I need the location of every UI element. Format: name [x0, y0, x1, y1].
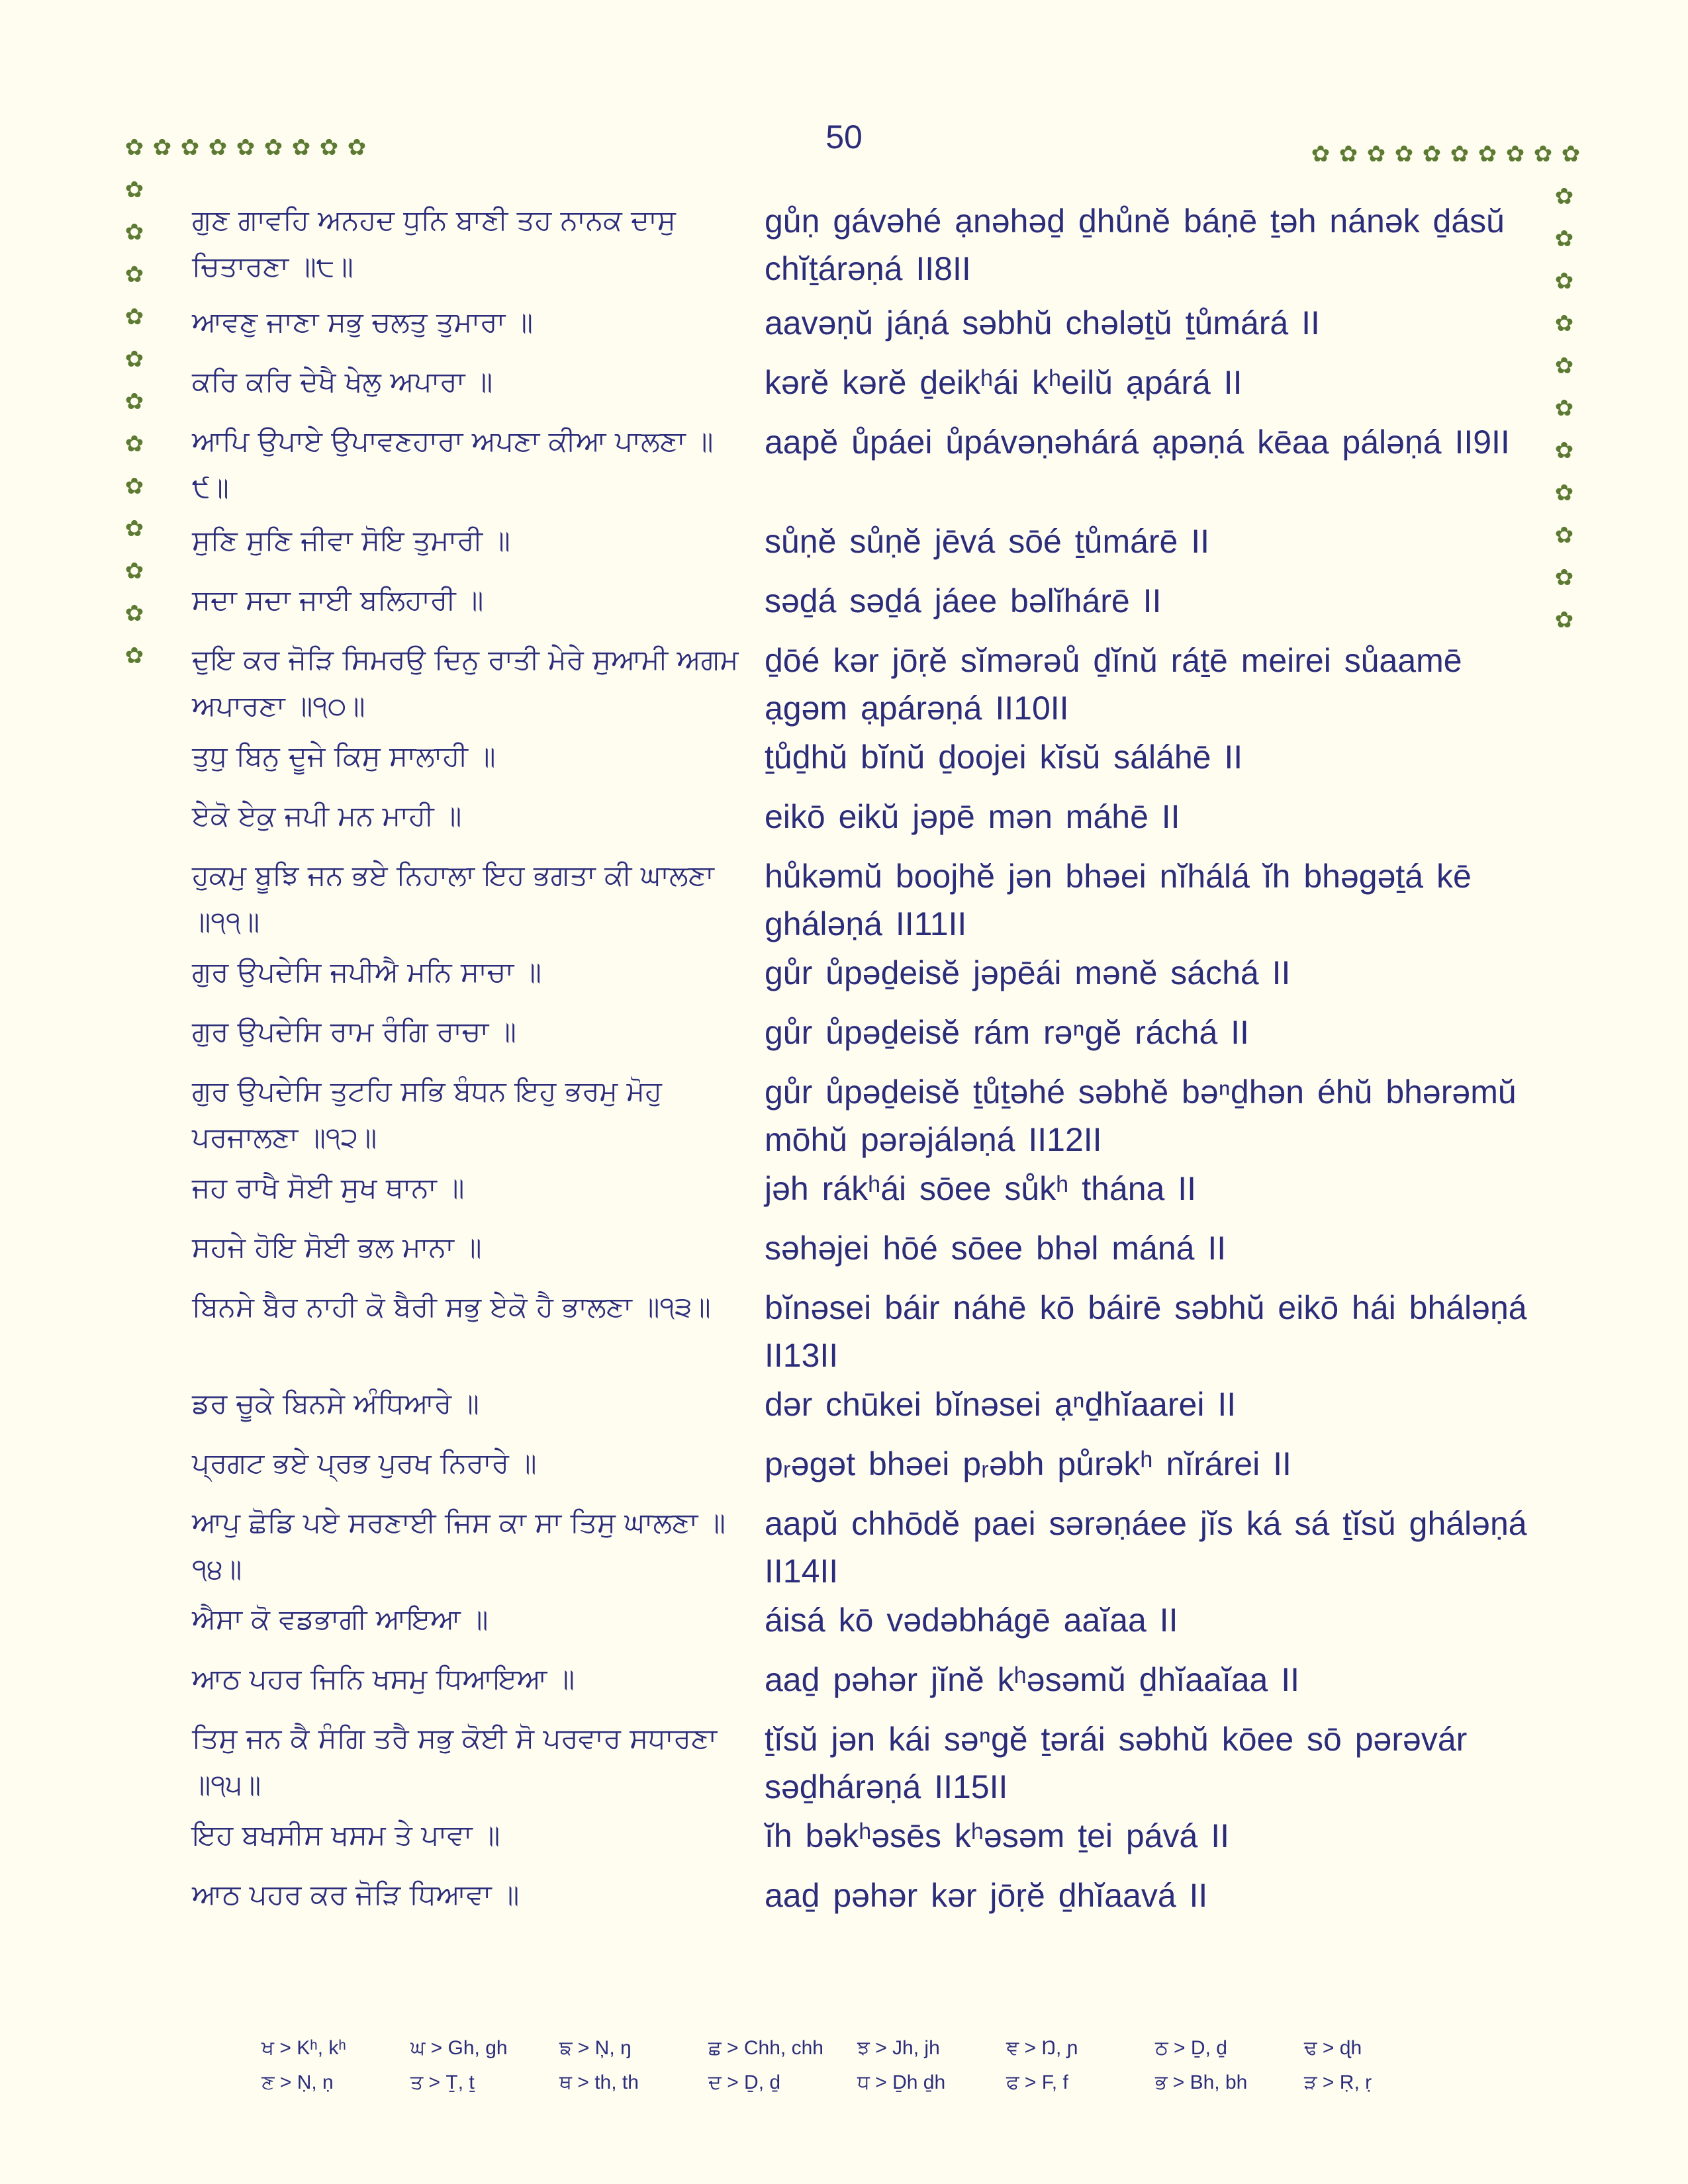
- transliteration-line: aavəṇŭ jáṇá səbhŭ chələṯŭ ṯůmárá II: [765, 304, 1320, 341]
- gurmukhi-line: ਜਹ ਰਾਖੈ ਸੋਈ ਸੁਖ ਥਾਨਾ ॥: [192, 1171, 465, 1204]
- legend-row: [261, 2071, 1453, 2106]
- legend-item: ਤ > Ṯ, ṯ: [410, 2071, 475, 2093]
- gurmukhi-line: ਤਿਸੁ ਜਨ ਕੈ ਸੰਗਿ ਤਰੈ ਸਭੁ ਕੋਈ ਸੋ ਪਰਵਾਰ ਸਧਾਰਣਾ ॥੧੫॥: [192, 1722, 718, 1801]
- transliteration-line: gůr ůpəḏeisĕ rám rəⁿgĕ ráchá II: [765, 1014, 1249, 1051]
- transliteration-line: ĭh bəkʰəsēs kʰəsəm ṯei pává II: [765, 1817, 1229, 1854]
- flower-ornament-icon: ✿: [347, 134, 367, 161]
- transliteration-line: səhəjei hōé sōee bhəl máná II: [765, 1230, 1227, 1267]
- legend-item: ਛ > Chh, chh: [708, 2037, 823, 2059]
- flower-ornament-icon: ✿: [1554, 268, 1574, 295]
- legend-item: ਢ > ɖh: [1304, 2037, 1362, 2059]
- gurmukhi-line: ਗੁਰ ਉਪਦੇਸਿ ਤੁਟਹਿ ਸਭਿ ਬੰਧਨ ਇਹੁ ਭਰਮੁ ਮੋਹੁ ਪਰਜਾਲਣਾ ॥੧੨॥: [192, 1075, 662, 1154]
- flower-ornament-icon: ✿: [152, 134, 172, 161]
- gurmukhi-line: ਆਪਿ ਉਪਾਏ ਉਪਾਵਣਹਾਰਾ ਅਪਣਾ ਕੀਆ ਪਾਲਣਾ ॥੯॥: [192, 425, 714, 504]
- flower-ornament-icon: ✿: [1477, 141, 1497, 167]
- gurmukhi-line: ਗੁਰ ਉਪਦੇਸਿ ਜਪੀਐ ਮਨਿ ਸਾਚਾ ॥: [192, 956, 541, 988]
- transliteration-line: aapĕ ůpáei ůpávəṇəhárá ạpəṇá kēaa páləṇá II9II: [765, 424, 1510, 461]
- transliteration-line: jəh rákʰái sōee sůkʰ thánа II: [765, 1170, 1197, 1207]
- flower-ornament-icon: ✿: [124, 600, 144, 627]
- flower-ornament-icon: ✿: [319, 134, 339, 161]
- flower-ornament-icon: ✿: [124, 388, 144, 415]
- gurmukhi-line: ਇਹ ਬਖਸੀਸ ਖਸਮ ਤੇ ਪਾਵਾ ॥: [192, 1819, 500, 1851]
- legend-item: ਣ > Ṇ, ṇ: [261, 2071, 334, 2093]
- transliteration-line: dər chūkei bĭnəsei ạⁿḏhĭaarei II: [765, 1386, 1237, 1423]
- legend-item: ਖ > Kʰ, kʰ: [261, 2037, 346, 2059]
- legend-item: ਥ > th, th: [559, 2071, 639, 2093]
- flower-ornament-icon: ✿: [1554, 607, 1574, 633]
- legend-item: ਘ > Gh, gh: [410, 2037, 508, 2059]
- transliteration-line: ṯůḏhŭ bĭnŭ ḏoojei kĭsŭ sáláhē II: [765, 739, 1243, 776]
- transliteration-line: səḏá səḏá jáee bəlĭhárē II: [765, 582, 1162, 619]
- gurmukhi-line: ਗੁਰ ਉਪਦੇਸਿ ਰਾਮ ਰੰਗਿ ਰਾਚਾ ॥: [192, 1015, 516, 1048]
- flower-ornament-icon: ✿: [1554, 480, 1574, 506]
- transliteration-line: hůkəmŭ boojhĕ jən bhəei nĭhálá ĭh bhəgəṯá kē ghálәṇá II11II: [765, 858, 1472, 942]
- gurmukhi-line: ਸਦਾ ਸਦਾ ਜਾਈ ਬਲਿਹਾਰੀ ॥: [192, 584, 484, 616]
- flower-ornament-icon: ✿: [1554, 353, 1574, 379]
- transliteration-line: aapŭ chhōdĕ paei sərəṇáee jĭs ká sá ṯĭsŭ gháləṇá II14II: [765, 1505, 1527, 1590]
- legend-item: ੜ > Ṛ, ṛ: [1304, 2071, 1372, 2093]
- gurmukhi-line: ਬਿਨਸੇ ਬੈਰ ਨਾਹੀ ਕੋ ਬੈਰੀ ਸਭੁ ਏਕੋ ਹੈ ਭਾਲਣਾ ॥੧੩॥: [192, 1291, 711, 1323]
- gurmukhi-line: ਆਪੁ ਛੋਡਿ ਪਏ ਸਰਣਾਈ ਜਿਸ ਕਾ ਸਾ ਤਿਸੁ ਘਾਲਣਾ ॥੧੪॥: [192, 1506, 726, 1585]
- gurmukhi-line: ਡਰ ਚੂਕੇ ਬਿਨਸੇ ਅੰਧਿਆਰੇ ॥: [192, 1387, 479, 1420]
- legend-item: ਦ > Ḏ, ḏ: [708, 2071, 781, 2093]
- gurmukhi-line: ਸਹਜੇ ਹੋਇ ਸੋਈ ਭਲ ਮਾਨਾ ॥: [192, 1231, 482, 1263]
- flower-ornament-icon: ✿: [1554, 437, 1574, 464]
- gurmukhi-line: ਤੁਧੁ ਬਿਨੁ ਦੂਜੇ ਕਿਸੁ ਸਾਲਾਹੀ ॥: [192, 740, 496, 772]
- gurmukhi-line: ਹੁਕਮੁ ਬੂਝਿ ਜਨ ਭਏ ਨਿਹਾਲਾ ਇਹ ਭਗਤਾ ਕੀ ਘਾਲਣਾ ॥੧੧॥: [192, 859, 714, 938]
- flower-ornament-icon: ✿: [124, 134, 144, 161]
- transliteration-line: eikō eikŭ jəpē mən máhē II: [765, 798, 1180, 835]
- flower-ornament-icon: ✿: [1505, 141, 1525, 167]
- gurmukhi-line: ਆਠ ਪਹਰ ਜਿਨਿ ਖਸਮੁ ਧਿਆਇਆ ॥: [192, 1662, 575, 1695]
- flower-ornament-icon: ✿: [1554, 565, 1574, 591]
- flower-ornament-icon: ✿: [1554, 395, 1574, 422]
- flower-ornament-icon: ✿: [124, 643, 144, 669]
- transliteration-line: gůr ůpəḏeisĕ jəpēái mənĕ sáchá II: [765, 954, 1291, 991]
- flower-ornament-icon: ✿: [1311, 141, 1331, 167]
- flower-ornament-icon: ✿: [1338, 141, 1358, 167]
- flower-ornament-icon: ✿: [124, 346, 144, 373]
- legend-item: ਫ > F, f: [1006, 2071, 1068, 2093]
- transliteration-line: kərĕ kərĕ ḏeikʰái kʰeilŭ ạpárá II: [765, 364, 1243, 401]
- flower-ornament-icon: ✿: [124, 177, 144, 203]
- flower-ornament-icon: ✿: [124, 516, 144, 542]
- flower-ornament-icon: ✿: [208, 134, 228, 161]
- flower-ornament-icon: ✿: [1422, 141, 1442, 167]
- flower-ornament-icon: ✿: [1450, 141, 1470, 167]
- transliteration-line: aaḏ pəhər kər jōṛĕ ḏhĭaavá II: [765, 1877, 1208, 1914]
- gurmukhi-line: ਕਰਿ ਕਰਿ ਦੇਖੈ ਖੇਲੁ ਅਪਾਰਾ ॥: [192, 365, 493, 398]
- flower-ornament-icon: ✿: [236, 134, 256, 161]
- transliteration-legend: [261, 2037, 1453, 2106]
- legend-item: ਝ > Jh, jh: [857, 2037, 940, 2059]
- transliteration-line: gůr ůpəḏeisĕ ṯůṯəhé səbhĕ bəⁿḏhən éhŭ bhərəmŭ mōhŭ pərəjáləṇá II12II: [765, 1073, 1517, 1158]
- flower-ornament-icon: ✿: [180, 134, 200, 161]
- flower-ornament-icon: ✿: [124, 431, 144, 457]
- flower-ornament-icon: ✿: [1533, 141, 1553, 167]
- transliteration-line: ṯĭsŭ jən kái səⁿgĕ ṯərái səbhŭ kōee sō pərəvár səḏhárəṇá II15II: [765, 1721, 1468, 1805]
- flower-ornament-icon: ✿: [124, 304, 144, 330]
- legend-row: [261, 2037, 1453, 2071]
- transliteration-line: gůṇ gávəhé ạnəhəḏ ḏhůnĕ báṇē ṯəh nánək ḏásŭ chĭṯárəṇá II8II: [765, 203, 1505, 287]
- page-number: 50: [825, 118, 863, 156]
- gurmukhi-line: ਆਵਣੁ ਜਾਣਾ ਸਭੁ ਚਲਤੁ ਤੁਮਾਰਾ ॥: [192, 306, 534, 338]
- flower-ornament-icon: ✿: [1554, 522, 1574, 549]
- gurmukhi-line: ਪ੍ਰਗਟ ਭਏ ਪ੍ਰਭ ਪੁਰਖ ਨਿਰਾਰੇ ॥: [192, 1447, 537, 1479]
- transliteration-line: pᵣəgət bhəei pᵣəbh půrəkʰ nĭrárei II: [765, 1445, 1291, 1482]
- legend-item: ਭ > Bh, bh: [1155, 2071, 1248, 2093]
- transliteration-line: áisá kō vədəbhágē aaĭaa II: [765, 1602, 1178, 1639]
- flower-ornament-icon: ✿: [124, 219, 144, 246]
- flower-ornament-icon: ✿: [124, 473, 144, 500]
- flower-ornament-icon: ✿: [1394, 141, 1414, 167]
- flower-ornament-icon: ✿: [1554, 183, 1574, 210]
- legend-item: ਞ > Ŋ, ɲ: [1006, 2037, 1078, 2059]
- flower-ornament-icon: ✿: [1554, 310, 1574, 337]
- flower-ornament-icon: ✿: [1554, 226, 1574, 252]
- transliteration-line: aaḏ pəhər jĭnĕ kʰəsəmŭ ḏhĭaaĭaa II: [765, 1661, 1300, 1698]
- legend-item: ਠ > Ḏ, ḏ: [1155, 2037, 1227, 2059]
- flower-ornament-icon: ✿: [263, 134, 283, 161]
- transliteration-line: sůṇĕ sůṇĕ jēvá sōé ṯůmárē II: [765, 523, 1210, 560]
- legend-item: ਧ > Ḏh ḏh: [857, 2071, 946, 2093]
- gurmukhi-line: ਸੁਣਿ ਸੁਣਿ ਜੀਵਾ ਸੋਇ ਤੁਮਾਰੀ ॥: [192, 524, 510, 557]
- flower-ornament-icon: ✿: [1366, 141, 1386, 167]
- flower-ornament-icon: ✿: [291, 134, 311, 161]
- gurmukhi-line: ਏਕੋ ਏਕੁ ਜਪੀ ਮਨ ਮਾਹੀ ॥: [192, 799, 462, 832]
- transliteration-line: bĭnəsei báir náhē kō báirē səbhŭ eikō hái bháləṇá II13II: [765, 1289, 1527, 1374]
- gurmukhi-line: ਐਸਾ ਕੋ ਵਡਭਾਗੀ ਆਇਆ ॥: [192, 1603, 489, 1635]
- flower-ornament-icon: ✿: [124, 261, 144, 288]
- flower-ornament-icon: ✿: [1561, 141, 1581, 167]
- gurmukhi-line: ਆਠ ਪਹਰ ਕਰ ਜੋੜਿ ਧਿਆਵਾ ॥: [192, 1878, 520, 1911]
- transliteration-line: ḏōé kər jōṛĕ sĭmərəů ḏĭnŭ ráṯē meirei sůaamē ạgəm ạpárəṇá II10II: [765, 642, 1462, 727]
- legend-item: ਙ > Ņ, ŋ: [559, 2037, 632, 2059]
- gurmukhi-line: ਗੁਣ ਗਾਵਹਿ ਅਨਹਦ ਧੁਨਿ ਬਾਣੀ ਤਹ ਨਾਨਕ ਦਾਸੁ ਚਿਤਾਰਣਾ ॥੮॥: [192, 204, 676, 283]
- gurmukhi-line: ਦੁਇ ਕਰ ਜੋੜਿ ਸਿਮਰਉ ਦਿਨੁ ਰਾਤੀ ਮੇਰੇ ਸੁਆਮੀ ਅਗਮ ਅਪਾਰਣਾ ॥੧੦॥: [192, 643, 739, 722]
- flower-ornament-icon: ✿: [124, 558, 144, 584]
